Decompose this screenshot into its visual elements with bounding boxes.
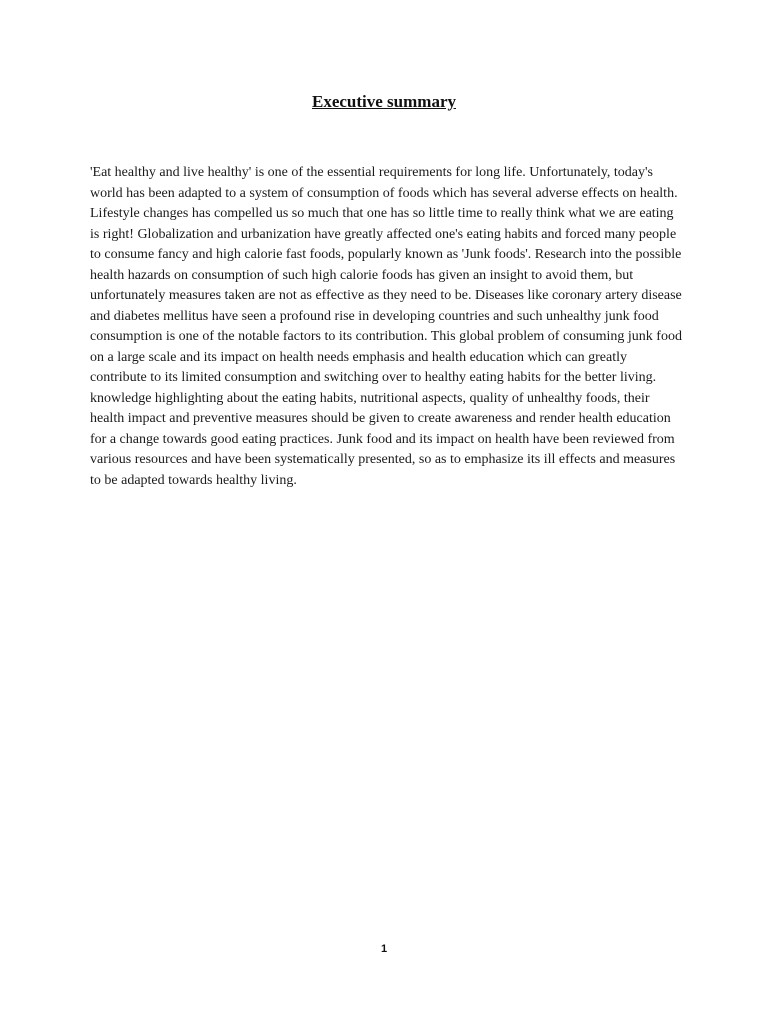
page-number: 1: [380, 943, 388, 955]
summary-paragraph: 'Eat healthy and live healthy' is one of the essential requirements for long life. Unfortunately, today's world has been adapted to a system of consumption of foods which has several adverse effects on health. Lifestyle changes has compelled us so much that one has so little time to really think what we are eating is right! Globalization and urbanization have greatly affected one's eating habits and forced many people to consume fancy and high calorie fast foods, popularly known as 'Junk foods'. Research into the possible health hazards on consumption of such high calorie foods has given an insight to avoid them, but unfortunately measures taken are not as effective as they need to be. Diseases like coronary artery disease and diabetes mellitus have seen a profound rise in developing countries and such unhealthy junk food consumption is one of the notable factors to its contribution. This global problem of consuming junk food on a large scale and its impact on health needs emphasis and health education which can greatly contribute to its limited consumption and switching over to healthy eating habits for the better living. knowledge highlighting about the eating habits, nutritional aspects, quality of unhealthy foods, their health impact and preventive measures should be given to create awareness and render health education for a change towards good eating practices. Junk food and its impact on health have been reviewed from various resources and have been systematically presented, so as to emphasize its ill effects and measures to be adapted towards healthy living.: [90, 165, 682, 488]
page-title: Executive summary: [311, 92, 456, 111]
